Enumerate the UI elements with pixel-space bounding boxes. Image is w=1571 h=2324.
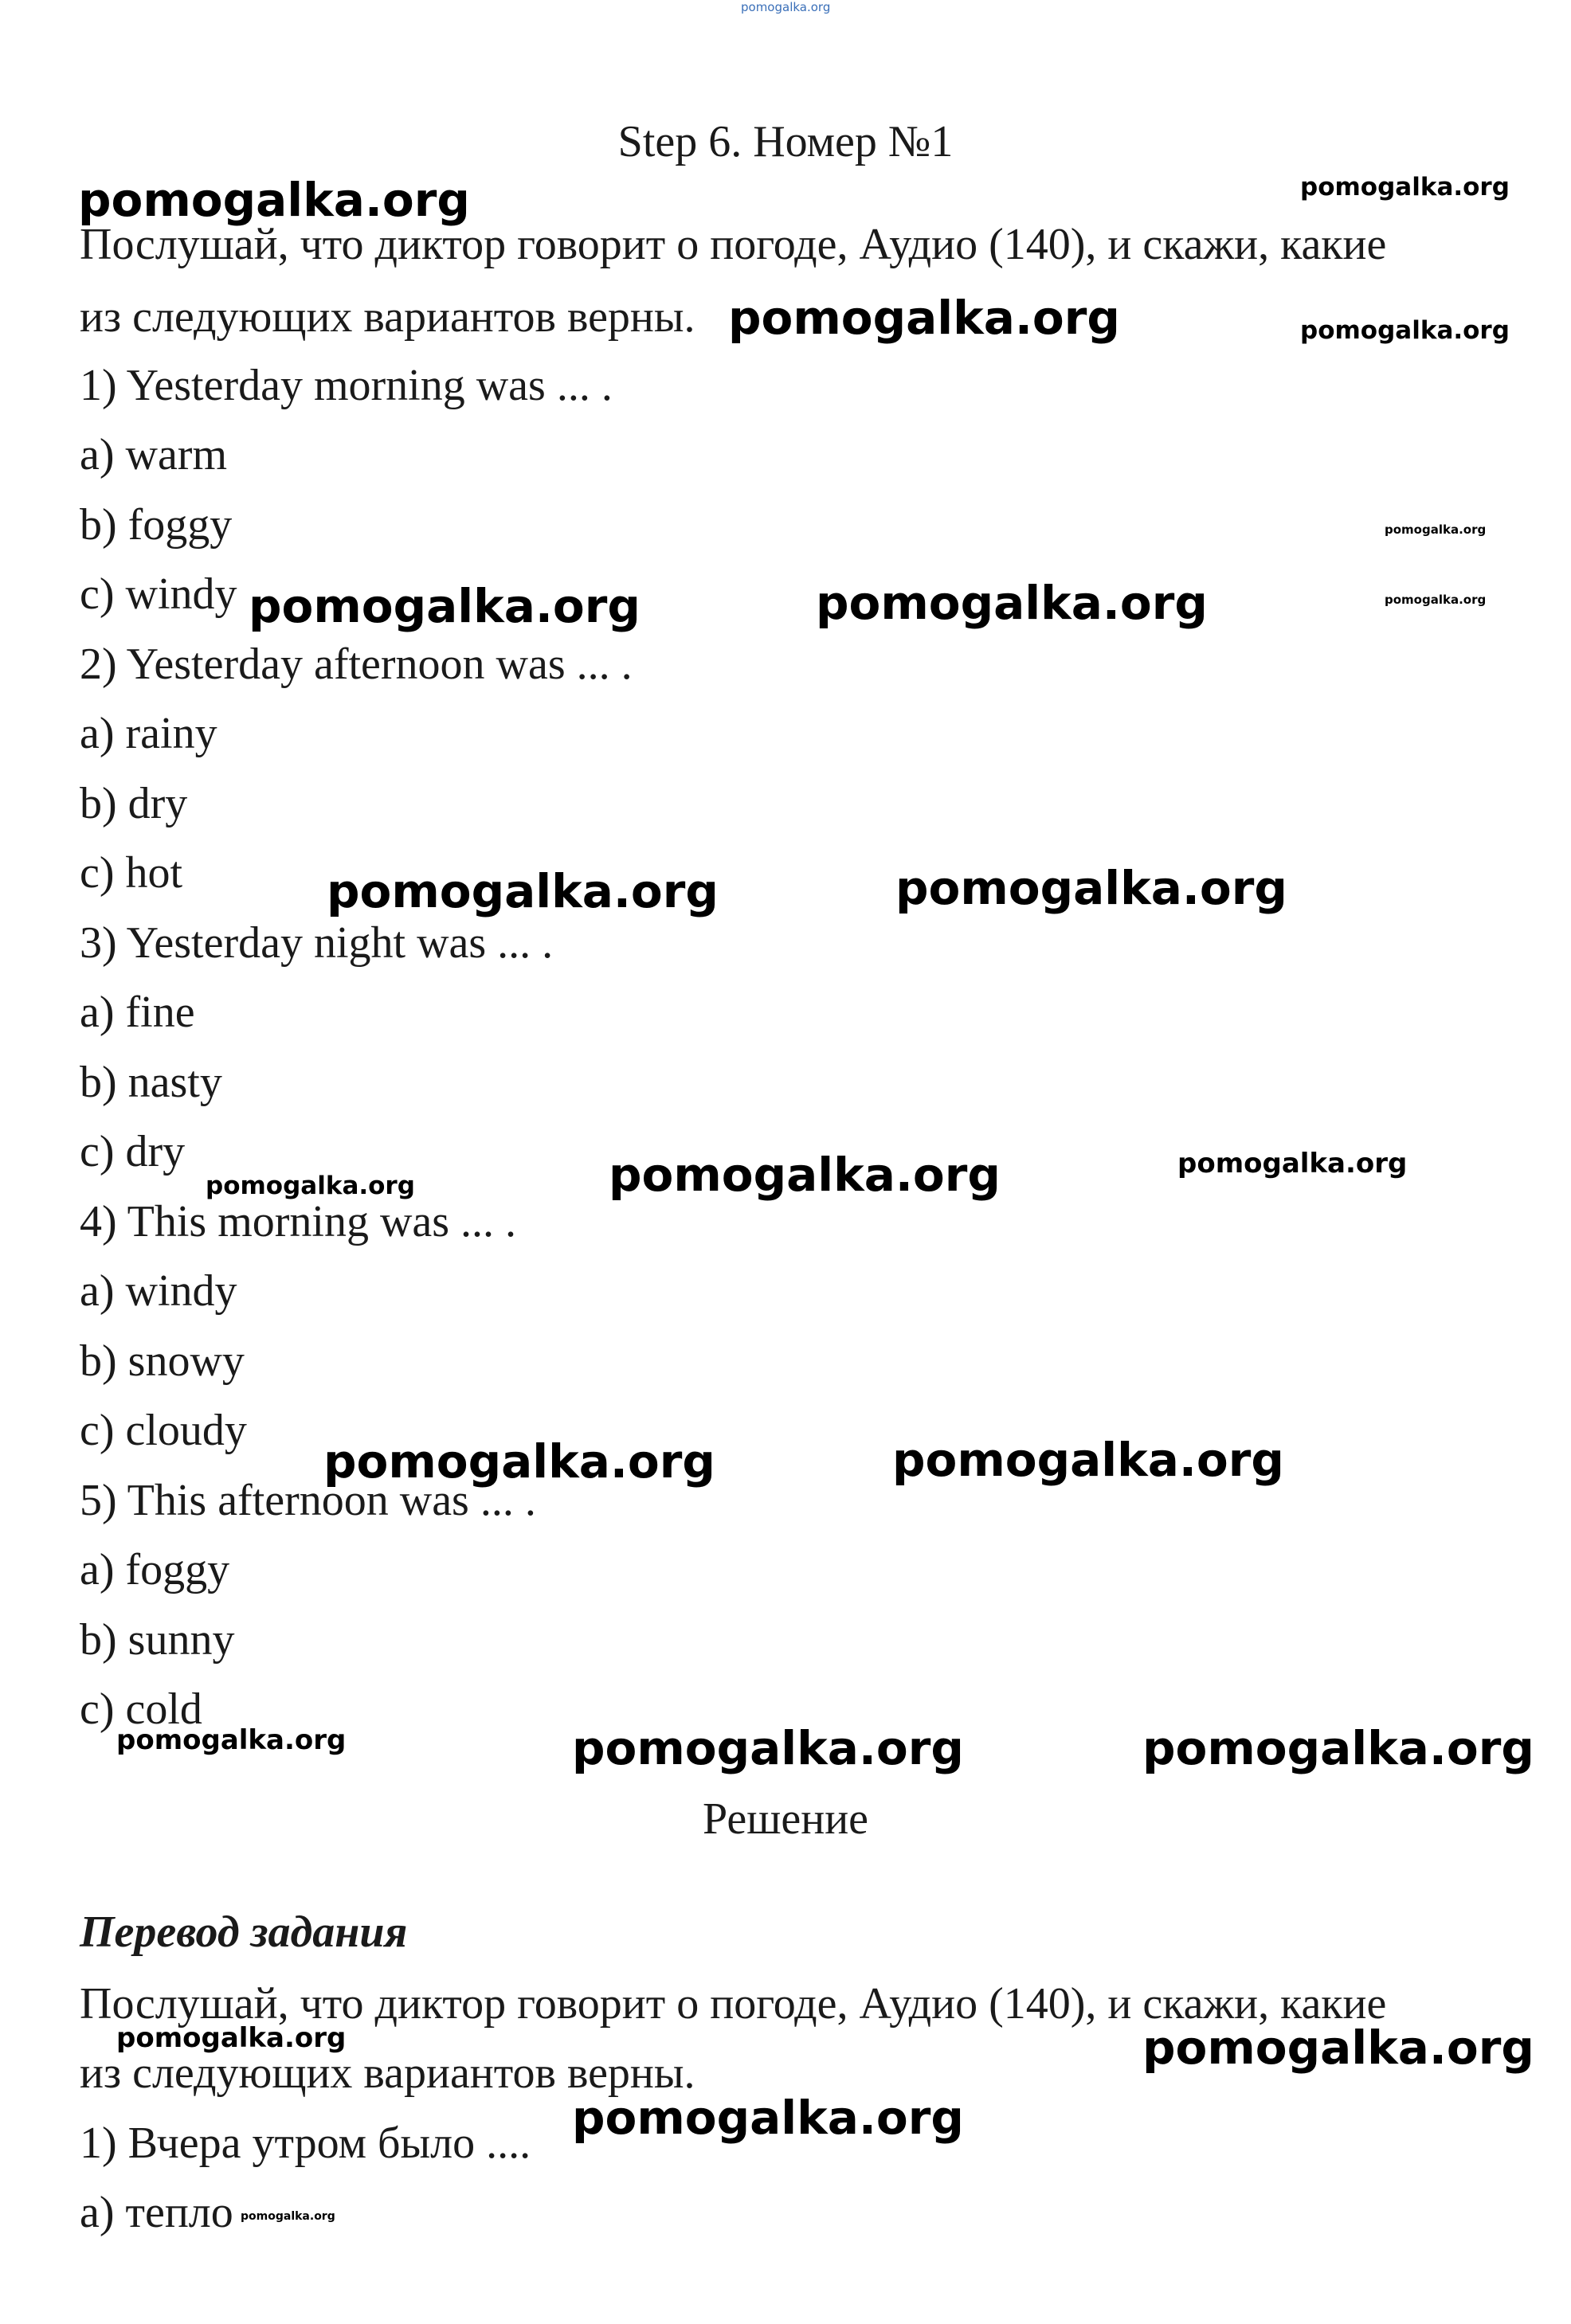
- watermark: pomogalka.org: [78, 173, 470, 227]
- instruction-line-1: Послушай, что диктор говорит о погоде, Аудио (140), и скажи, какие: [80, 220, 1387, 269]
- page-title: Step 6. Номер №1: [617, 117, 954, 166]
- question-option: a) fine: [80, 988, 195, 1037]
- watermark: pomogalka.org: [249, 579, 641, 633]
- question-option: a) foggy: [80, 1545, 230, 1594]
- source-link[interactable]: pomogalka.org: [741, 0, 831, 14]
- question-stem: 5) This afternoon was ... .: [80, 1476, 536, 1525]
- watermark: pomogalka.org: [892, 1433, 1284, 1487]
- watermark: pomogalka.org: [816, 576, 1208, 630]
- translation-line-2: из следующих вариантов верны.: [80, 2048, 695, 2098]
- translation-line-1: Послушай, что диктор говорит о погоде, Аудио (140), и скажи, какие: [80, 1979, 1387, 2029]
- watermark: pomogalka.org: [241, 2210, 335, 2223]
- question-stem: 1) Yesterday morning was ... .: [80, 361, 613, 410]
- translation-heading: Перевод задания: [80, 1907, 408, 1957]
- question-option: c) hot: [80, 848, 183, 898]
- watermark: pomogalka.org: [572, 1721, 964, 1775]
- watermark: pomogalka.org: [1142, 1721, 1534, 1775]
- question-option: b) sunny: [80, 1615, 235, 1665]
- watermark: pomogalka.org: [1385, 593, 1487, 607]
- question-option: a) windy: [80, 1266, 237, 1316]
- question-stem: 4) This morning was ... .: [80, 1197, 517, 1246]
- question-option: b) nasty: [80, 1058, 222, 1107]
- watermark: pomogalka.org: [1300, 173, 1510, 201]
- watermark: pomogalka.org: [323, 1434, 715, 1489]
- watermark: pomogalka.org: [609, 1148, 1001, 1202]
- watermark: pomogalka.org: [116, 2022, 347, 2054]
- watermark: pomogalka.org: [895, 861, 1287, 915]
- solution-heading: Решение: [702, 1794, 869, 1844]
- watermark: pomogalka.org: [206, 1172, 415, 1200]
- question-option: c) cloudy: [80, 1406, 247, 1455]
- watermark: pomogalka.org: [1300, 316, 1510, 345]
- question-option: c) dry: [80, 1127, 186, 1176]
- translation-question-1: 1) Вчера утром было ....: [80, 2119, 531, 2168]
- watermark: pomogalka.org: [1385, 522, 1487, 537]
- translation-option-a: а) тепло: [80, 2188, 233, 2237]
- question-stem: 3) Yesterday night was ... .: [80, 918, 554, 968]
- watermark: pomogalka.org: [116, 1724, 347, 1756]
- watermark: pomogalka.org: [728, 291, 1120, 345]
- question-option: c) windy: [80, 569, 237, 619]
- instruction-line-2: из следующих вариантов верны.: [80, 292, 695, 342]
- question-option: a) warm: [80, 430, 228, 479]
- question-option: b) snowy: [80, 1336, 245, 1386]
- question-option: b) foggy: [80, 500, 233, 550]
- question-option: b) dry: [80, 779, 188, 828]
- question-option: c) cold: [80, 1684, 202, 1734]
- watermark: pomogalka.org: [1142, 2021, 1534, 2075]
- question-stem: 2) Yesterday afternoon was ... .: [80, 640, 633, 689]
- question-option: a) rainy: [80, 709, 217, 758]
- watermark: pomogalka.org: [1177, 1148, 1408, 1180]
- watermark: pomogalka.org: [572, 2091, 964, 2145]
- watermark: pomogalka.org: [327, 864, 719, 918]
